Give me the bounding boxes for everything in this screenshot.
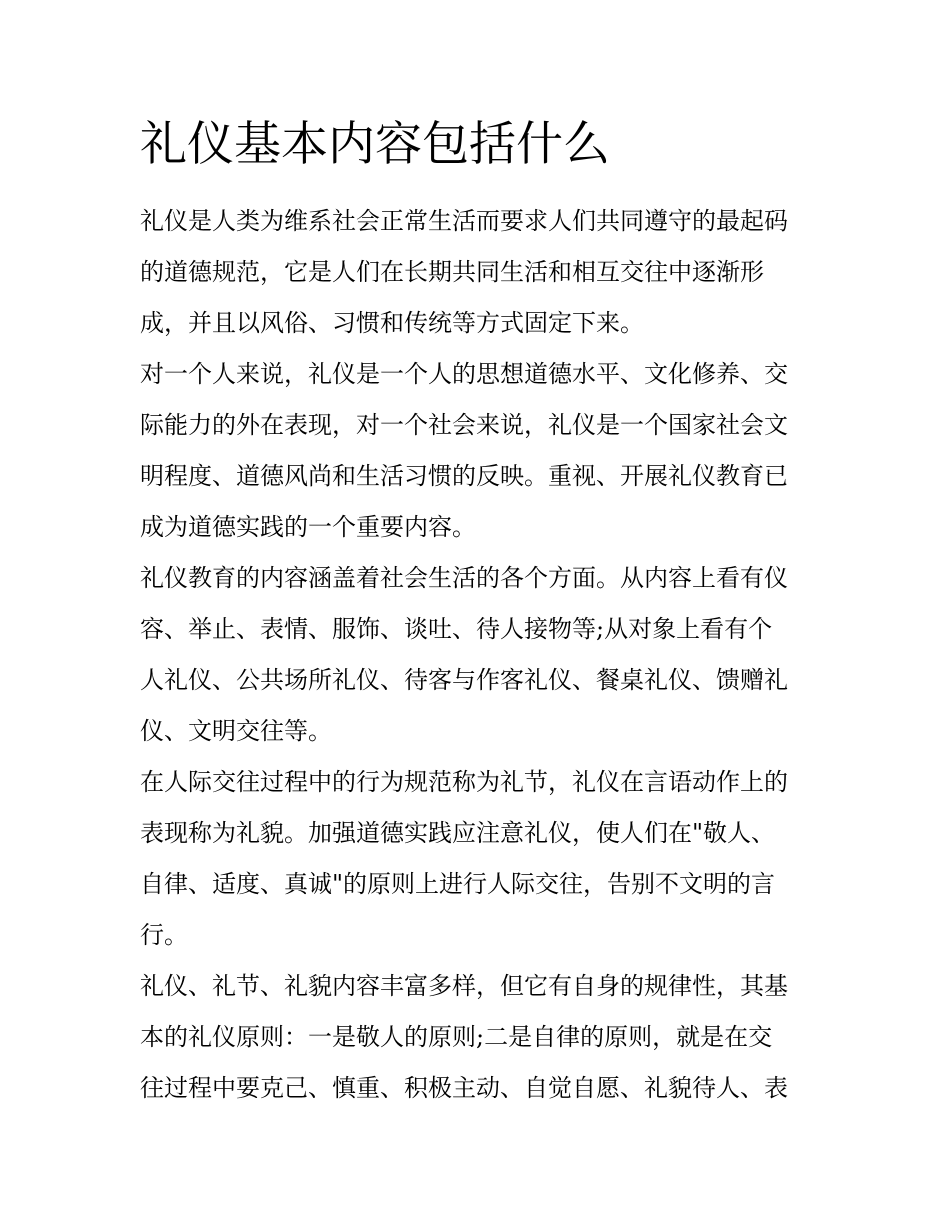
text-line: 成，并且以风俗、习惯和传统等方式固定下来。 [140,309,644,337]
document-body [140,196,820,1114]
text-line: 礼仪、礼节、礼貌内容丰富多样，但它有自身的规律性，其基 [140,972,788,1000]
text-line: 礼仪教育的内容涵盖着社会生活的各个方面。从内容上看有仪 [140,564,788,592]
document-title: 礼仪基本内容包括什么 [140,117,610,172]
paragraph [140,349,820,553]
text-line: 礼仪是人类为维系社会正常生活而要求人们共同遵守的最起码 [140,207,788,235]
paragraph [140,757,820,961]
text-line: 成为道德实践的一个重要内容。 [140,513,476,541]
paragraph [140,961,820,1114]
text-line: 往过程中要克己、慎重、积极主动、自觉自愿、礼貌待人、表 [140,1074,788,1102]
paragraph [140,196,820,349]
paragraph [140,553,820,757]
text-line: 本的礼仪原则：一是敬人的原则;二是自律的原则，就是在交 [140,1023,773,1051]
text-line: 自律、适度、真诚"的原则上进行人际交往，告别不文明的言 [140,870,776,898]
text-line: 表现称为礼貌。加强道德实践应注意礼仪，使人们在"敬人、 [140,819,776,847]
text-line: 明程度、道德风尚和生活习惯的反映。重视、开展礼仪教育已 [140,462,788,490]
text-line: 的道德规范，它是人们在长期共同生活和相互交往中逐渐形 [140,258,764,286]
text-line: 仪、文明交往等。 [140,717,332,745]
text-line: 对一个人来说，礼仪是一个人的思想道德水平、文化修养、交 [140,360,788,388]
text-line: 际能力的外在表现，对一个社会来说，礼仪是一个国家社会文 [140,411,788,439]
text-line: 容、举止、表情、服饰、谈吐、待人接物等;从对象上看有个 [140,615,773,643]
text-line: 人礼仪、公共场所礼仪、待客与作客礼仪、餐桌礼仪、馈赠礼 [140,666,788,694]
text-line: 在人际交往过程中的行为规范称为礼节，礼仪在言语动作上的 [140,768,788,796]
text-line: 行。 [140,921,188,949]
